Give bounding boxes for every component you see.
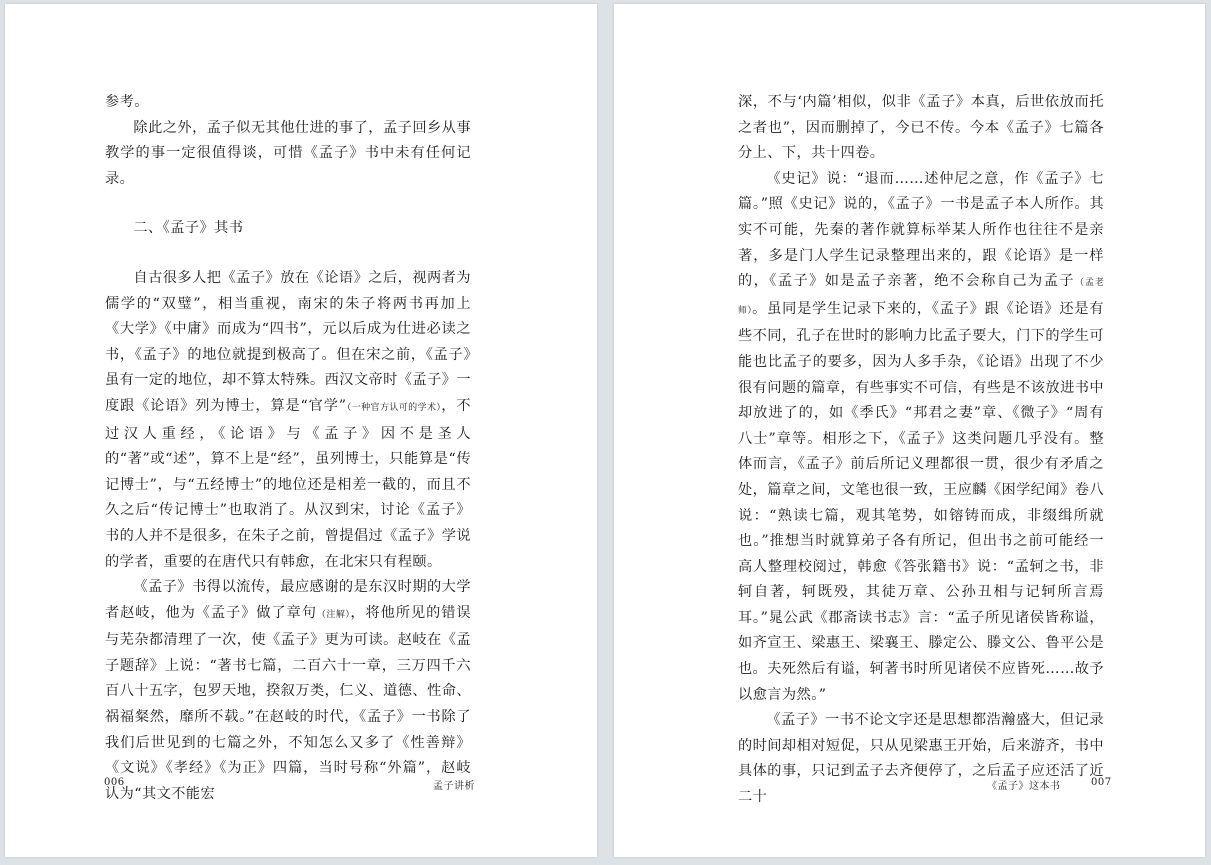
running-head: 《孟子》这本书 xyxy=(987,781,1061,792)
running-head: 孟子讲析 xyxy=(433,781,475,792)
paragraph xyxy=(105,266,471,575)
paragraph-text: 《史记》说：“退而……述仲尼之意，作《孟子》七篇。”照《史记》说的，《孟子》一书是孟子本人所作。其实不可能，先秦的著作就算标举某人所作也往往不是亲著，多是门人学生记录整理出来的，跟《论语》是一样的，《孟子》如是孟子亲著，绝不会称自己为孟子 xyxy=(738,170,1104,290)
section-heading: 二、《孟子》其书 xyxy=(133,220,244,237)
paragraph-text: ，将他所见的错误与芜杂都清理了一次，使《孟子》更为可读。赵岐在《孟子题辞》上说：“著书七篇，二百六十一章，三万四千六百八十五字，包罗天地，揆叙万类，仁义、道德、性命、祸福粲然，靡所不载。”在赵岐的时代，《孟子》一书除了我们后世见到的七篇之外，不知怎么又多了《性善辩》《文说》《孝经》《为正》四篇，当时号称“外篇”，赵岐认为“其文不能宏 xyxy=(105,604,471,802)
page-number: 006 xyxy=(104,777,125,788)
left-page-body xyxy=(105,90,471,807)
paragraph: 除此之外，孟子似无其他仕进的事了，孟子回乡从事教学的事一定很值得谈，可惜《孟子》书中未有任何记录。 xyxy=(105,119,471,187)
paragraph-text: 。虽同是学生记录下来的，《孟子》跟《论语》还是有些不同，孔子在世时的影响力比孟子要大，门下的学生可能也比孟子的要多，因为人多手杂，《论语》出现了不少很有问题的篇章，有些事实不可信，有些是不该放进书中却放进了的，如《季氏》“邦君之妻”章、《微子》“周有八士”章等。相形之下，《孟子》这类问题几乎没有。整体而言，《孟子》前后所记义理都很一贯，很少有矛盾之处，篇章之间，文笔也很一致，王应麟《困学纪闻》卷八说：“熟读七篇，观其笔势，如镕铸而成，非缀缉所就也。”推想当时就算弟子各有所记，但出书之前可能经一高人整理校阅过，韩愈《答张籍书》说：“孟轲之书，非轲自著，轲既殁，其徒万章、公孙丑相与记轲所言焉耳。”晁公武《郡斋读书志》言：“孟子所见诸侯皆称谥，如齐宣王、梁惠王、梁襄王、滕定公、滕文公、鲁平公是也。夫死然后有谥，轲著书时所见诸侯不应皆死……故予以愈言为然。” xyxy=(738,300,1104,703)
paragraph: 深，不与‘内篇’相似，似非《孟子》本真，后世依放而托之者也”，因而删掉了，今已不传。今本《孟子》七篇各分上、下，共十四卷。 xyxy=(738,94,1104,162)
paragraph-text: 自古很多人把《孟子》放在《论语》之后，视两者为儒学的“双璧”，相当重视，南宋的朱子将两书再加上《大学》《中庸》而成为“四书”，元以后成为仕进必读之书，《孟子》的地位就提到极高了。但在宋之前，《孟子》虽有一定的地位，却不算太特殊。西汉文帝时《孟子》一度跟《论语》列为博士，算是“官学” xyxy=(105,269,471,414)
left-page xyxy=(5,4,597,857)
paragraph xyxy=(738,167,1104,708)
paragraph xyxy=(105,575,471,807)
inline-note: （一种官方认可的学术） xyxy=(346,402,442,413)
right-page-body xyxy=(738,90,1104,811)
inline-note: （孟老师） xyxy=(738,278,1104,316)
paragraph-text: 《孟子》书得以流传，最应感谢的是东汉时期的大学者赵岐，他为《孟子》做了章句 xyxy=(105,579,471,621)
page-number: 007 xyxy=(1091,777,1112,788)
paragraph: 参考。 xyxy=(105,94,149,110)
paragraph: 《孟子》一书不论文字还是思想都浩瀚盛大，但记录的时间却相对短促，只从见梁惠王开始，后来游齐，书中具体的事，只记到孟子去齐便停了，之后孟子应还活了近二十 xyxy=(738,712,1104,806)
inline-note: （注解） xyxy=(316,609,351,620)
paragraph-text: ，不过汉人重经，《论语》与《孟子》因不是圣人的“著”或“述”，算不上是“经”，虽列博士，只能算是“传记博士”，与“五经博士”的地位还是相差一截的，而且不久之后“传记博士”也取消了。从汉到宋，讨论《孟子》书的人并不是很多，在朱子之前，曾提倡过《孟子》学说的学者，重要的在唐代只有韩愈，在北宋只有程颐。 xyxy=(105,397,471,570)
right-page xyxy=(614,4,1205,857)
